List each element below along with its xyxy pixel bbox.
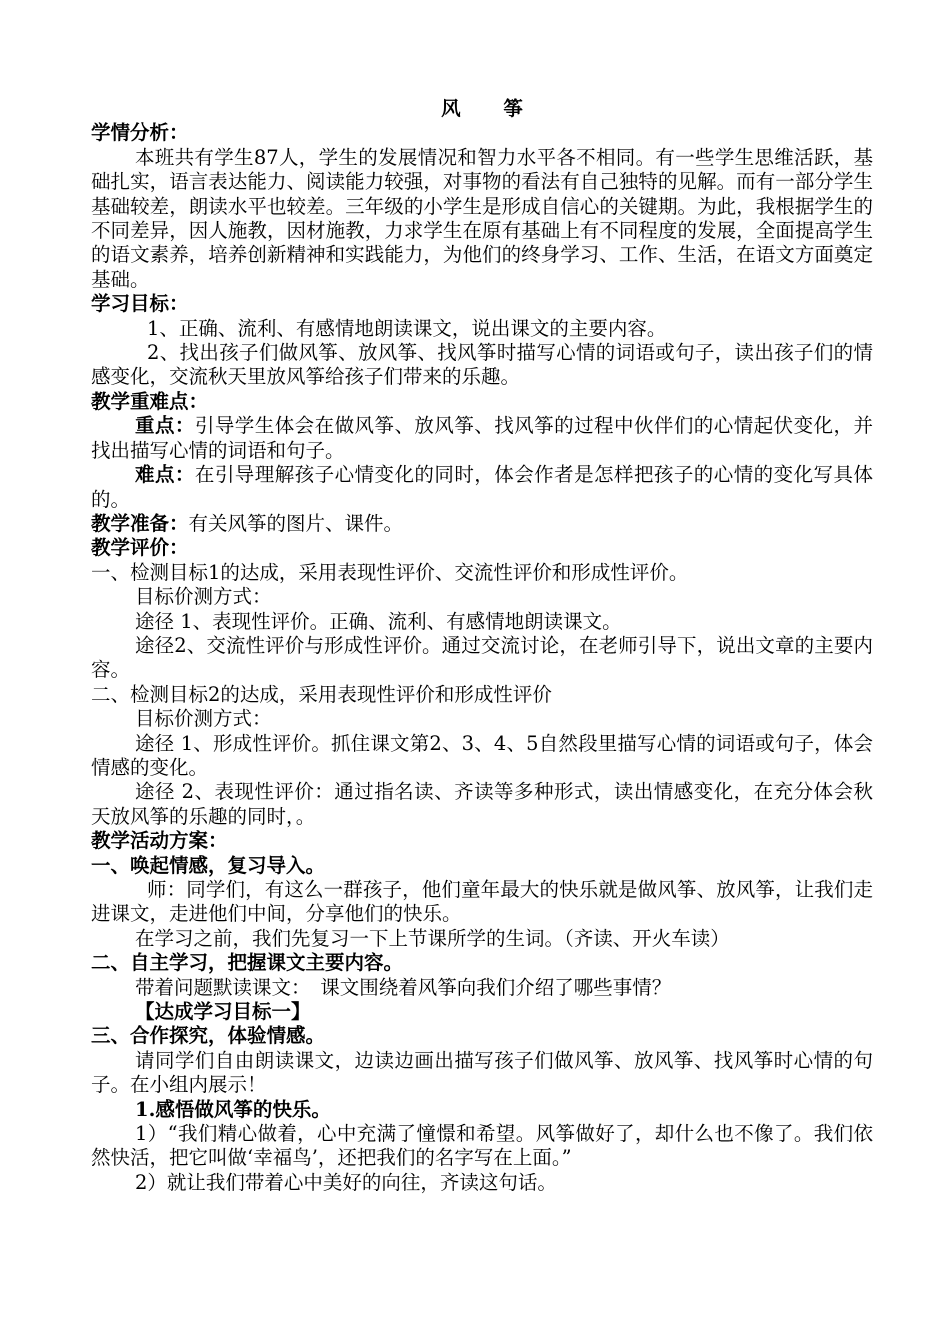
preparation-label: 教学准备： [91,511,189,535]
key-point-paragraph [91,414,873,463]
evaluation-1-way-2: 途径2、交流性评价与形成性评价。通过交流讨论，在老师引导下，说出文章的主要内容。 [91,633,873,682]
step-2-heading: 二、自主学习，把握课文主要内容。 [91,951,404,975]
evaluation-item-1: 一、检测目标1的达成，采用表现性评价、交流性评价和形成性评价。 [91,560,689,584]
step-3-subheading: 1.感悟做风筝的快乐。 [135,1097,331,1121]
evaluation-1-method: 目标价测方式： [135,585,272,609]
preparation-paragraph [91,512,873,536]
analysis-heading: 学情分析： [91,121,189,145]
step-2-paragraph: 带着问题默读课文： 课文围绕着风筝向我们介绍了哪些事情？ [135,975,672,999]
step-3-reading: 2）就让我们带着心中美好的向往，齐读这句话。 [135,1170,557,1194]
evaluation-2-way-1: 途径 1、形成性评价。抓住课文第2、3、4、5自然段里描写心情的词语或句子，体会情感的变化。 [91,731,873,779]
evaluation-2-method: 目标价测方式： [135,707,272,731]
goal-item-1: 1、正确、流利、有感情地朗读课文，说出课文的主要内容。 [147,316,667,340]
key-point-label: 重点： [135,414,195,438]
step-1-paragraph: 师：同学们，有这么一群孩子，他们童年最大的快乐就是做风筝、放风筝，让我们走进课文，走进他们中间，分享他们的快乐。 [91,878,873,926]
step-2-goal-tag: 【达成学习目标一】 [135,1000,311,1024]
page-title: 风 筝 [441,97,541,120]
analysis-paragraph: 本班共有学生87人，学生的发展情况和智力水平各不相同。有一些学生思维活跃，基础扎实，语言表达能力、阅读能力较强，对事物的看法有自己独特的见解。而有一部分学生基础较差，朗读水平也较差。三年级的小学生是形成自信心的关键期。为此，我根据学生的不同差异，因人施教，因材施教，力求学生在原有基础上有不同程度的发展，全面提高学生的语文素养，培养创新精神和实践能力，为他们的终身学习、工作、生活，在语文方面奠定基础。 [91,145,873,291]
step-3-paragraph: 请同学们自由朗读课文，边读边画出描写孩子们做风筝、放风筝、找风筝时心情的句子。在小组内展示！ [91,1048,873,1097]
difficult-point-label: 难点： [135,463,195,487]
difficult-point-paragraph [91,463,873,512]
goal-item-2: 2、找出孩子们做风筝、放风筝、找风筝时描写心情的词语或句子，读出孩子们的情感变化，交流秋天里放风筝给孩子们带来的乐趣。 [91,341,873,389]
key-point-text: 引导学生体会在做风筝、放风筝、找风筝的过程中伙伴们的心情起伏变化，并找出描写心情的词语和句子。 [91,414,873,462]
step-3-quote: 1）“我们精心做着，心中充满了憧憬和希望。风筝做好了，却什么也不像了。我们依然快活，把它叫做‘幸福鸟’，还把我们的名字写在上面。” [91,1122,873,1170]
step-1-heading: 一、唤起情感，复习导入。 [91,853,326,877]
evaluation-heading: 教学评价： [91,536,189,560]
difficult-point-text: 在引导理解孩子心情变化的同时，体会作者是怎样把孩子的心情的变化写具体的。 [91,463,873,511]
evaluation-1-way-1: 途径 1、表现性评价。正确、流利、有感情地朗读课文。 [135,609,622,633]
preparation-text: 有关风筝的图片、课件。 [188,511,404,535]
goals-heading: 学习目标： [91,292,189,316]
document-page [91,97,873,1195]
step-3-heading: 三、合作探究，体验情感。 [91,1024,326,1048]
evaluation-item-2: 二、检测目标2的达成，采用表现性评价和形成性评价 [91,682,552,706]
activity-plan-heading: 教学活动方案： [91,829,228,853]
evaluation-2-way-2: 途径 2、表现性评价：通过指名读、齐读等多种形式，读出情感变化，在充分体会秋天放风筝的乐趣的同时，。 [91,780,873,828]
key-points-heading: 教学重难点： [91,389,209,413]
step-1-review: 在学习之前，我们先复习一下上节课所学的生词。（齐读、开火车读） [135,926,730,950]
